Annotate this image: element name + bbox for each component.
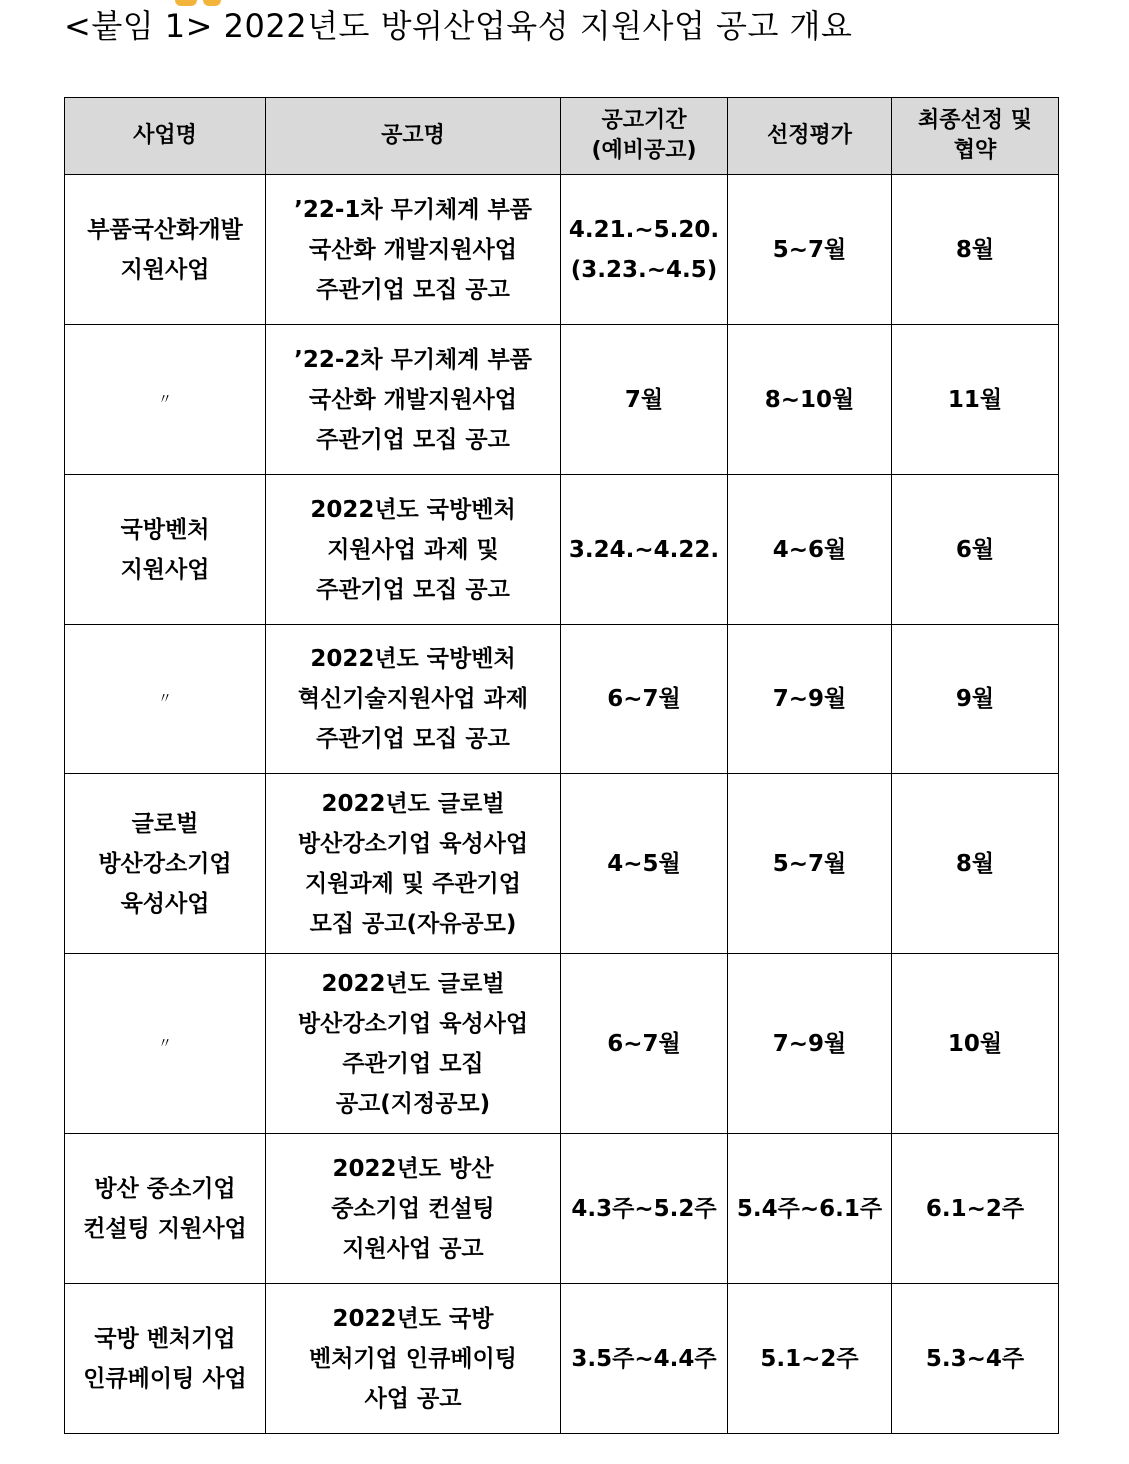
table-row	[65, 625, 1059, 774]
table-row	[65, 1134, 1059, 1284]
period-cell: 4.21.~5.20. (3.23.~4.5)	[561, 175, 728, 325]
evaluation-cell: 5~7월	[728, 175, 892, 325]
final-selection-cell: 11월	[892, 325, 1059, 475]
program-cell: 국방 벤처기업 인큐베이팅 사업	[65, 1284, 266, 1434]
announcement-cell: 2022년도 글로벌 방산강소기업 육성사업 지원과제 및 주관기업 모집 공고(자유공모)	[266, 774, 561, 954]
page-title: <붙임 1> 2022년도 방위산업육성 지원사업 공고 개요	[64, 7, 853, 45]
announcement-cell: ’22-2차 무기체계 부품 국산화 개발지원사업 주관기업 모집 공고	[266, 325, 561, 475]
final-selection-cell: 5.3~4주	[892, 1284, 1059, 1434]
header-announcement: 공고명	[266, 98, 561, 175]
header-period: 공고기간 (예비공고)	[561, 98, 728, 175]
table-row	[65, 1284, 1059, 1434]
period-cell: 3.5주~4.4주	[561, 1284, 728, 1434]
header-program: 사업명	[65, 98, 266, 175]
table-header-row	[65, 98, 1059, 175]
final-selection-cell: 6월	[892, 475, 1059, 625]
period-cell: 4~5월	[561, 774, 728, 954]
program-cell: 방산 중소기업 컨설팅 지원사업	[65, 1134, 266, 1284]
final-selection-cell: 8월	[892, 774, 1059, 954]
final-selection-cell: 6.1~2주	[892, 1134, 1059, 1284]
evaluation-cell: 5~7월	[728, 774, 892, 954]
header-evaluation: 선정평가	[728, 98, 892, 175]
program-cell: 국방벤처 지원사업	[65, 475, 266, 625]
program-cell: 글로벌 방산강소기업 육성사업	[65, 774, 266, 954]
table-row	[65, 175, 1059, 325]
evaluation-cell: 5.1~2주	[728, 1284, 892, 1434]
final-selection-cell: 10월	[892, 954, 1059, 1134]
ditto-mark: 〃	[158, 1035, 172, 1052]
table-row	[65, 774, 1059, 954]
final-selection-cell: 8월	[892, 175, 1059, 325]
evaluation-cell: 5.4주~6.1주	[728, 1134, 892, 1284]
evaluation-cell: 4~6월	[728, 475, 892, 625]
header-final-selection: 최종선정 및 협약	[892, 98, 1059, 175]
table-row	[65, 954, 1059, 1134]
program-cell: 부품국산화개발 지원사업	[65, 175, 266, 325]
period-cell: 3.24.~4.22.	[561, 475, 728, 625]
announcement-cell: ’22-1차 무기체계 부품 국산화 개발지원사업 주관기업 모집 공고	[266, 175, 561, 325]
announcement-cell: 2022년도 글로벌 방산강소기업 육성사업 주관기업 모집 공고(지정공모)	[266, 954, 561, 1134]
period-cell: 6~7월	[561, 625, 728, 774]
announcement-cell: 2022년도 국방 벤처기업 인큐베이팅 사업 공고	[266, 1284, 561, 1434]
table-row	[65, 475, 1059, 625]
period-cell: 6~7월	[561, 954, 728, 1134]
period-cell: 4.3주~5.2주	[561, 1134, 728, 1284]
table-row	[65, 325, 1059, 475]
program-cell	[65, 625, 266, 774]
evaluation-cell: 7~9월	[728, 954, 892, 1134]
program-cell	[65, 954, 266, 1134]
period-cell: 7월	[561, 325, 728, 475]
program-cell	[65, 325, 266, 475]
announcement-cell: 2022년도 국방벤처 지원사업 과제 및 주관기업 모집 공고	[266, 475, 561, 625]
ditto-mark: 〃	[158, 391, 172, 408]
ditto-mark: 〃	[158, 691, 172, 707]
announcement-cell: 2022년도 방산 중소기업 컨설팅 지원사업 공고	[266, 1134, 561, 1284]
announcement-cell: 2022년도 국방벤처 혁신기술지원사업 과제 주관기업 모집 공고	[266, 625, 561, 774]
evaluation-cell: 7~9월	[728, 625, 892, 774]
evaluation-cell: 8~10월	[728, 325, 892, 475]
final-selection-cell: 9월	[892, 625, 1059, 774]
announcement-table	[64, 97, 1059, 1434]
